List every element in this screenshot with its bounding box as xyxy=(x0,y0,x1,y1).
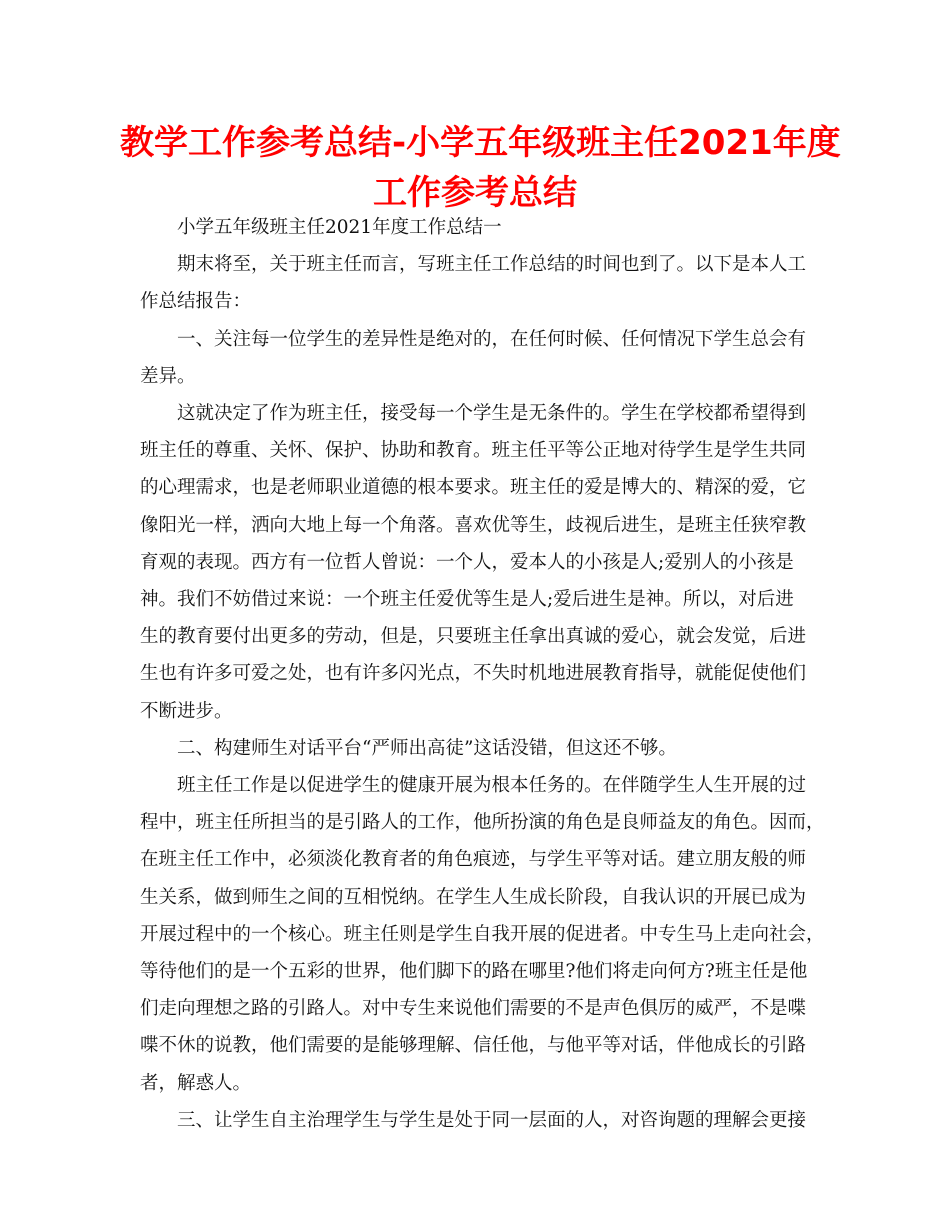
paragraph-line: 生关系，做到师生之间的互相悦纳。在学生人生成长阶段，自我认识的开展已成为 xyxy=(140,886,807,908)
paragraph-line: 神。我们不妨借过来说：一个班主任爱优等生是人;爱后进生是神。所以，对后进 xyxy=(140,589,794,611)
paragraph-line: 小学五年级班主任2021年度工作总结一 xyxy=(177,217,502,238)
paragraph xyxy=(140,730,830,767)
paragraph-line: 们走向理想之路的引路人。对中专生来说他们需要的不是声色俱厉的威严，不是喋 xyxy=(140,998,807,1020)
paragraph-line: 喋不休的说教，他们需要的是能够理解、信任他，与他平等对话，伴他成长的引路 xyxy=(140,1035,807,1057)
paragraph-line: 班主任工作是以促进学生的健康开展为根本任务的。在伴随学生人生开展的过 xyxy=(177,775,807,797)
paragraph-line: 二、构建师生对话平台“严师出高徒”这话没错，但这还不够。 xyxy=(177,737,677,759)
paragraph-line: 者，解惑人。 xyxy=(140,1072,252,1094)
paragraph xyxy=(140,767,830,1102)
paragraph xyxy=(140,209,830,246)
paragraph-line: 期末将至，关于班主任而言，写班主任工作总结的时间也到了。以下是本人工 xyxy=(177,254,807,276)
paragraph-line: 像阳光一样，洒向大地上每一个角落。喜欢优等生，歧视后进生，是班主任狭窄教 xyxy=(140,514,807,536)
paragraph-line: 程中，班主任所担当的是引路人的工作，他所扮演的角色是良师益友的角色。因而， xyxy=(140,812,825,834)
paragraph-line: 开展过程中的一个核心。班主任则是学生自我开展的促进者。中专生马上走向社会， xyxy=(140,923,825,945)
paragraph-line: 这就决定了作为班主任，接受每一个学生是无条件的。学生在学校都希望得到 xyxy=(177,403,807,425)
title-line-1: 教学工作参考总结-小学五年级班主任2021年度 xyxy=(120,123,841,163)
paragraph xyxy=(140,321,830,395)
paragraph-line: 差异。 xyxy=(140,365,196,387)
paragraph xyxy=(140,1102,830,1139)
paragraph xyxy=(140,246,830,320)
paragraph xyxy=(140,395,830,730)
paragraph-line: 在班主任工作中，必须淡化教育者的角色痕迹，与学生平等对话。建立朋友般的师 xyxy=(140,849,807,871)
paragraph-line: 作总结报告： xyxy=(140,291,252,313)
paragraph-line: 等待他们的是一个五彩的世界，他们脚下的路在哪里?他们将走向何方?班主任是他 xyxy=(140,961,808,983)
paragraph-line: 生也有许多可爱之处，也有许多闪光点，不失时机地进展教育指导，就能促使他们 xyxy=(140,663,807,685)
paragraph-line: 三、让学生自主治理学生与学生是处于同一层面的人，对咨询题的理解会更接 xyxy=(177,1109,807,1131)
paragraph-line: 生的教育要付出更多的劳动，但是，只要班主任拿出真诚的爱心，就会发觉，后进 xyxy=(140,626,807,648)
paragraph-line: 不断进步。 xyxy=(140,700,233,722)
paragraph-line: 一、关注每一位学生的差异性是绝对的，在任何时候、任何情况下学生总会有 xyxy=(177,328,807,350)
document-body xyxy=(140,209,830,1139)
paragraph-line: 的心理需求，也是老师职业道德的根本要求。班主任的爱是博大的、精深的爱，它 xyxy=(140,477,807,499)
document-title xyxy=(120,118,841,218)
title-line-2: 工作参考总结 xyxy=(373,173,577,213)
paragraph-line: 育观的表现。西方有一位哲人曾说：一个人，爱本人的小孩是人;爱别人的小孩是 xyxy=(140,551,794,573)
paragraph-line: 班主任的尊重、关怀、保护、协助和教育。班主任平等公正地对待学生是学生共同 xyxy=(140,440,807,462)
